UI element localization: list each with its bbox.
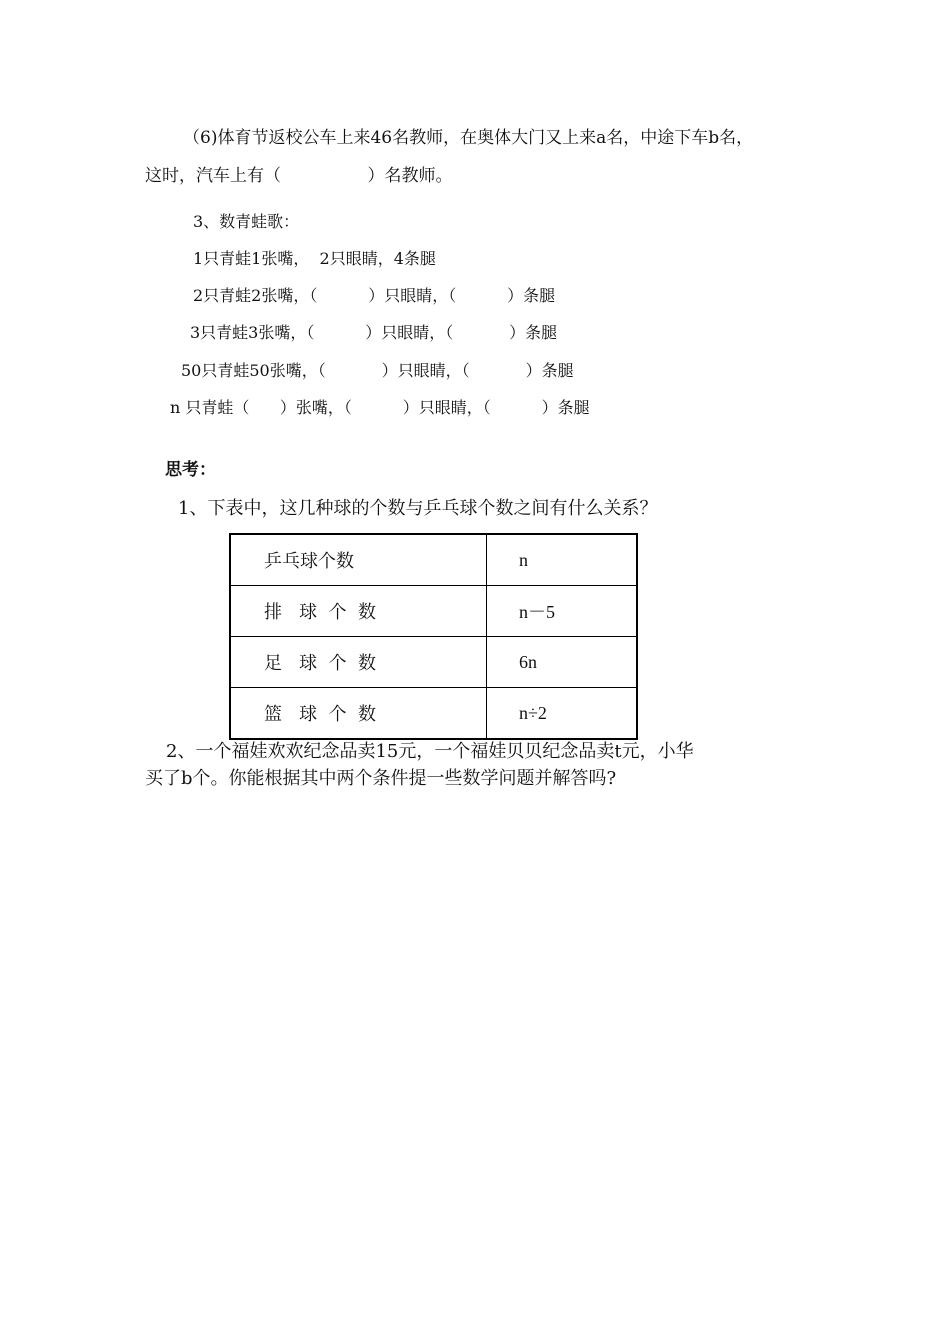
table-row [230,688,637,740]
frog-line-5: n 只青蛙（ ）张嘴，（ ）只眼睛，（ ）条腿 [170,398,590,417]
table-row [230,637,637,688]
think-question-2-line-1: 2、一个福娃欢欢纪念品卖15元，一个福娃贝贝纪念品卖t元，小华 [166,741,694,762]
table-value-cell: n－5 [487,586,638,637]
table-label-cell: 排 球 个 数 [230,586,487,637]
table-label-cell: 篮 球 个 数 [230,688,487,740]
table-label-cell: 足 球 个 数 [230,637,487,688]
question-6-line-2: 这时，汽车上有（ ）名教师。 [145,166,453,186]
question-6-line-1: （6)体育节返校公车上来46名教师，在奥体大门又上来a名，中途下车b名， [183,128,754,148]
ball-count-table [229,533,638,740]
table-value-cell: n [487,534,638,586]
frog-line-1: 1只青蛙1张嘴， 2只眼睛，4条腿 [193,249,436,268]
frog-line-2: 2只青蛙2张嘴，（ ）只眼睛，（ ）条腿 [193,286,556,305]
table-value-cell: 6n [487,637,638,688]
table-label-cell: 乒乓球个数 [230,534,487,586]
frog-line-4: 50只青蛙50张嘴，（ ）只眼睛，（ ）条腿 [181,361,574,380]
table-row [230,586,637,637]
think-question-1: 1、下表中，这几种球的个数与乒乓球个数之间有什么关系？ [178,498,658,519]
think-question-2-line-2: 买了b个。你能根据其中两个条件提一些数学问题并解答吗? [145,768,617,789]
table-value-cell: n÷2 [487,688,638,740]
question-3-title: 3、数青蛙歌： [193,212,300,231]
think-heading: 思考： [165,460,216,480]
frog-line-3: 3只青蛙3张嘴，（ ）只眼睛，（ ）条腿 [190,323,558,342]
table-row [230,534,637,586]
